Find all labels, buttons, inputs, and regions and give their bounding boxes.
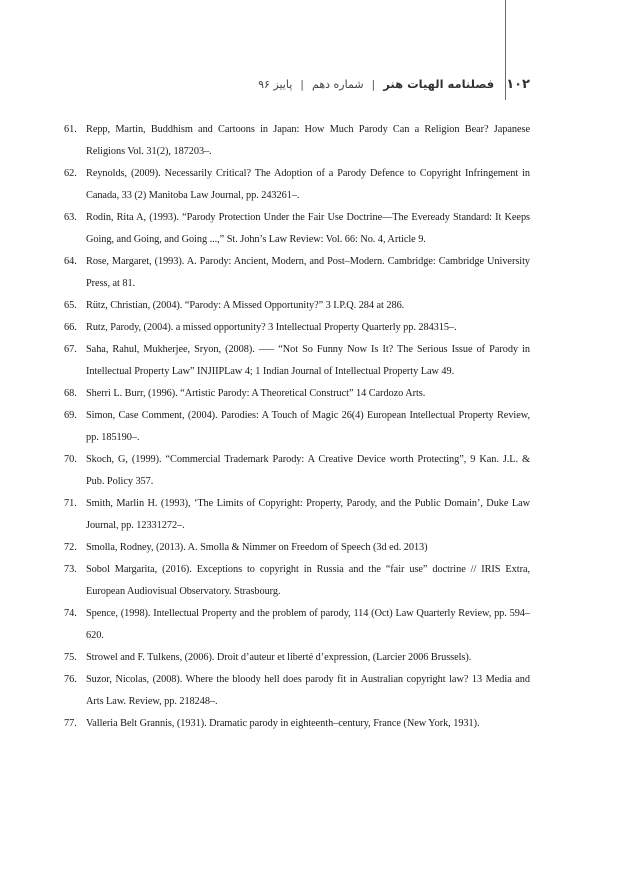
reference-text: Sobol Margarita, (2016). Exceptions to copyright in Russia and the “fair use” doctrine // IRIS Extra, European Audiovisual Observatory. Strasbourg. xyxy=(86,564,530,597)
issue-label: شماره دهم xyxy=(312,77,364,91)
reference-number: 77. xyxy=(64,718,77,729)
reference-list xyxy=(64,119,530,735)
reference-item xyxy=(64,295,530,317)
reference-item xyxy=(64,449,530,493)
reference-item xyxy=(64,317,530,339)
reference-item xyxy=(64,493,530,537)
reference-item xyxy=(64,383,530,405)
header-separator: | xyxy=(300,77,305,91)
reference-number: 62. xyxy=(64,168,77,179)
reference-text: Spence, (1998). Intellectual Property and the problem of parody, 114 (Oct) Law Quarterly Review, pp. 594– 620. xyxy=(86,608,530,641)
reference-number: 63. xyxy=(64,212,77,223)
reference-number: 71. xyxy=(64,498,77,509)
reference-number: 73. xyxy=(64,564,77,575)
reference-item xyxy=(64,163,530,207)
reference-number: 75. xyxy=(64,652,77,663)
reference-text: Strowel and F. Tulkens, (2006). Droit d’auteur et liberté d’expression, (Larcier 2006 Brussels). xyxy=(86,652,472,663)
reference-item xyxy=(64,713,530,735)
season-label: پاییز ۹۶ xyxy=(258,77,293,91)
reference-item xyxy=(64,603,530,647)
reference-text: Smith, Marlin H. (1993), ‘The Limits of Copyright: Property, Parody, and the Public Domain’, Duke Law Journal, pp. 12331272–. xyxy=(86,498,530,531)
reference-item xyxy=(64,405,530,449)
reference-text: Rose, Margaret, (1993). A. Parody: Ancient, Modern, and Post–Modern. Cambridge: Cambridge University Press, at 81. xyxy=(86,256,530,289)
page-number: ۱۰۲ xyxy=(506,76,530,92)
reference-text: Smolla, Rodney, (2013). A. Smolla & Nimmer on Freedom of Speech (3d ed. 2013) xyxy=(86,542,428,553)
reference-text: Sherri L. Burr, (1996). “Artistic Parody: A Theoretical Construct” 14 Cardozo Arts. xyxy=(86,388,426,399)
reference-item xyxy=(64,251,530,295)
reference-item xyxy=(64,537,530,559)
reference-number: 64. xyxy=(64,256,77,267)
journal-title: فصلنامه الهیات هنر xyxy=(383,77,495,91)
reference-item xyxy=(64,647,530,669)
reference-number: 65. xyxy=(64,300,77,311)
reference-text: Repp, Martin, Buddhism and Cartoons in Japan: How Much Parody Can a Religion Bear? Japanese Religions Vol. 31(2), 187203–. xyxy=(86,124,530,157)
reference-number: 66. xyxy=(64,322,77,333)
reference-number: 76. xyxy=(64,674,77,685)
reference-text: Rodin, Rita A, (1993). “Parody Protection Under the Fair Use Doctrine––The Eveready Standard: It Keeps Going, and Going, and Going ...,” St. John’s Law Review: Vol. 66: No. 4, Article 9. xyxy=(86,212,530,245)
reference-number: 72. xyxy=(64,542,77,553)
reference-number: 68. xyxy=(64,388,77,399)
header-separator: | xyxy=(371,77,376,91)
reference-text: Suzor, Nicolas, (2008). Where the bloody hell does parody fit in Australian copyright law? 13 Media and Arts Law. Review, pp. 218248–. xyxy=(86,674,530,707)
reference-item xyxy=(64,119,530,163)
reference-number: 67. xyxy=(64,344,77,355)
reference-item xyxy=(64,559,530,603)
reference-item xyxy=(64,339,530,383)
reference-number: 61. xyxy=(64,124,77,135)
reference-text: Simon, Case Comment, (2004). Parodies: A Touch of Magic 26(4) European Intellectual Property Review, pp. 185190–. xyxy=(86,410,530,443)
reference-text: Skoch, G, (1999). “Commercial Trademark Parody: A Creative Device worth Protecting”, 9 Kan. J.L. & Pub. Policy 357. xyxy=(86,454,530,487)
reference-item xyxy=(64,669,530,713)
running-header xyxy=(258,76,530,92)
reference-text: Valleria Belt Grannis, (1931). Dramatic parody in eighteenth–century, France (New York, 1931). xyxy=(86,718,480,729)
reference-number: 74. xyxy=(64,608,77,619)
reference-number: 70. xyxy=(64,454,77,465)
reference-text: Rütz, Christian, (2004). “Parody: A Missed Opportunity?” 3 I.P.Q. 284 at 286. xyxy=(86,300,405,311)
reference-text: Rutz, Parody, (2004). a missed opportunity? 3 Intellectual Property Quarterly pp. 284315–. xyxy=(86,322,457,333)
reference-text: Reynolds, (2009). Necessarily Critical? The Adoption of a Parody Defence to Copyright Infringement in Canada, 33 (2) Manitoba Law Journal, pp. 243261–. xyxy=(86,168,530,201)
reference-item xyxy=(64,207,530,251)
reference-text: Saha, Rahul, Mukherjee, Sryon, (2008). ––– “Not So Funny Now Is It? The Serious Issue of Parody in Intellectual Property Law” INJIIPLaw 4; 1 Indian Journal of Intellectual Property Law 49. xyxy=(86,344,530,377)
reference-number: 69. xyxy=(64,410,77,421)
